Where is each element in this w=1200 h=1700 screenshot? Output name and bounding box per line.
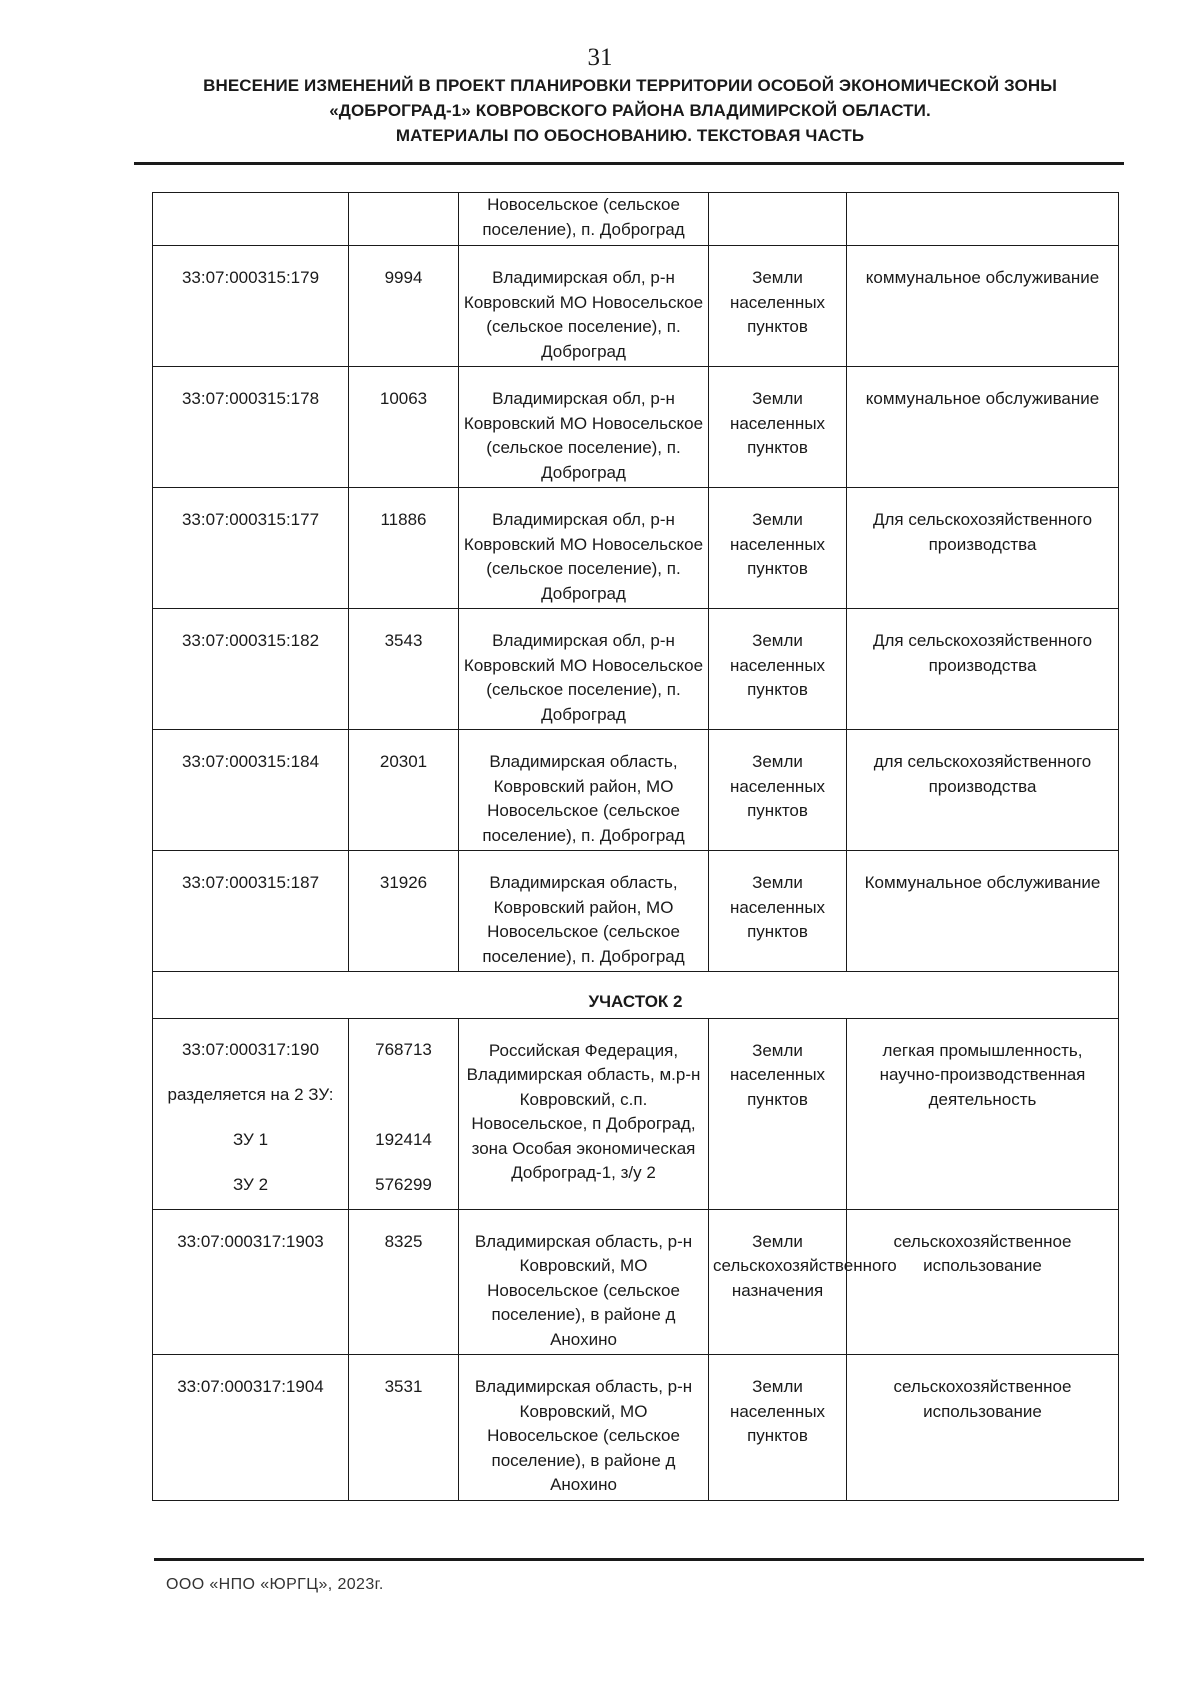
cadastral-number-cell xyxy=(153,1018,349,1209)
area-spacer xyxy=(353,1072,454,1117)
land-category-cell: Земли населенных пунктов xyxy=(709,1355,847,1501)
area-cell: 3531 xyxy=(349,1355,459,1501)
address-cell: Владимирская обл, р-н Ковровский МО Новосельское (сельское поселение), п. Доброград xyxy=(459,609,709,730)
address-cell: Владимирская обл, р-н Ковровский МО Новосельское (сельское поселение), п. Доброград xyxy=(459,367,709,488)
address-cell: Владимирская обл, р-н Ковровский МО Новосельское (сельское поселение), п. Доброград xyxy=(459,246,709,367)
table-row-continued xyxy=(153,193,1119,246)
cadastral-number-cell: 33:07:000315:187 xyxy=(153,851,349,972)
permitted-use-cell: легкая промышленность, научно-производственная деятельность xyxy=(847,1018,1119,1209)
split-part-label: ЗУ 1 xyxy=(232,1129,269,1149)
split-part-area: 192414 xyxy=(375,1129,432,1149)
table-row xyxy=(153,367,1119,488)
table-row xyxy=(153,609,1119,730)
cadastral-number: 33:07:000317:190 xyxy=(181,1039,320,1059)
land-category-cell xyxy=(709,193,847,246)
permitted-use-cell: коммунальное обслуживание xyxy=(847,246,1119,367)
permitted-use-cell: коммунальное обслуживание xyxy=(847,367,1119,488)
area-value: 768713 xyxy=(375,1039,432,1059)
cadastral-number-cell xyxy=(153,193,349,246)
footer-divider xyxy=(154,1558,1144,1561)
permitted-use-cell: Для сельскохозяйственного производства xyxy=(847,488,1119,609)
area-cell: 10063 xyxy=(349,367,459,488)
land-category-cell: Земли населенных пунктов xyxy=(709,246,847,367)
land-category-cell: Земли сельскохозяйственного назначения xyxy=(709,1209,847,1355)
table-row xyxy=(153,488,1119,609)
address-cell: Новосельское (сельское поселение), п. Доброград xyxy=(459,193,709,246)
address-cell: Владимирская область, Ковровский район, МО Новосельское (сельское поселение), п. Доброград xyxy=(459,851,709,972)
cadastral-number-cell: 33:07:000315:178 xyxy=(153,367,349,488)
title-line-1: ВНЕСЕНИЕ ИЗМЕНЕНИЙ В ПРОЕКТ ПЛАНИРОВКИ ТЕРРИТОРИИ ОСОБОЙ ЭКОНОМИЧЕСКОЙ ЗОНЫ xyxy=(203,76,1057,95)
permitted-use-cell: Коммунальное обслуживание xyxy=(847,851,1119,972)
cadastral-number-cell: 33:07:000315:177 xyxy=(153,488,349,609)
address-cell: Владимирская область, Ковровский район, МО Новосельское (сельское поселение), п. Доброград xyxy=(459,730,709,851)
cadastral-number-cell: 33:07:000315:179 xyxy=(153,246,349,367)
title-line-2: «ДОБРОГРАД-1» КОВРОВСКОГО РАЙОНА ВЛАДИМИРСКОЙ ОБЛАСТИ. xyxy=(329,101,931,120)
land-plots-table xyxy=(152,192,1119,1501)
address-cell: Владимирская область, р-н Ковровский, МО Новосельское (сельское поселение), в районе д Анохино xyxy=(459,1209,709,1355)
cadastral-number-cell: 33:07:000317:1904 xyxy=(153,1355,349,1501)
cadastral-number-cell: 33:07:000317:1903 xyxy=(153,1209,349,1355)
permitted-use-cell: сельскохозяйственное использование xyxy=(847,1355,1119,1501)
address-cell: Владимирская область, р-н Ковровский, МО Новосельское (сельское поселение), в районе д Анохино xyxy=(459,1355,709,1501)
area-cell: 9994 xyxy=(349,246,459,367)
page-number: 31 xyxy=(587,44,613,71)
permitted-use-cell xyxy=(847,193,1119,246)
land-category-cell: Земли населенных пунктов xyxy=(709,367,847,488)
table-row xyxy=(153,851,1119,972)
table-row xyxy=(153,246,1119,367)
permitted-use-cell: сельскохозяйственное использование xyxy=(847,1209,1119,1355)
land-category-cell: Земли населенных пунктов xyxy=(709,1018,847,1209)
address-cell: Владимирская обл, р-н Ковровский МО Новосельское (сельское поселение), п. Доброград xyxy=(459,488,709,609)
footer-organization: ООО «НПО «ЮРГЦ», 2023г. xyxy=(166,1576,384,1593)
area-cell: 3543 xyxy=(349,609,459,730)
land-category-cell: Земли населенных пунктов xyxy=(709,488,847,609)
area-cell: 31926 xyxy=(349,851,459,972)
address-cell: Российская Федерация, Владимирская область, м.р-н Ковровский, с.п. Новосельское, п Доброград, зона Особая экономическая Доброград-1, з/у 2 xyxy=(459,1018,709,1209)
area-cell xyxy=(349,193,459,246)
title-line-3: МАТЕРИАЛЫ ПО ОБОСНОВАНИЮ. ТЕКСТОВАЯ ЧАСТЬ xyxy=(395,126,865,145)
area-cell xyxy=(349,1018,459,1209)
permitted-use-cell: Для сельскохозяйственного производства xyxy=(847,609,1119,730)
split-part-area: 576299 xyxy=(375,1174,432,1194)
table-row xyxy=(153,730,1119,851)
section-title: УЧАСТОК 2 xyxy=(153,972,1119,1019)
cadastral-number-cell: 33:07:000315:184 xyxy=(153,730,349,851)
land-category-cell: Земли населенных пунктов xyxy=(709,851,847,972)
split-part-label: ЗУ 2 xyxy=(232,1174,269,1194)
table-row-split xyxy=(153,1018,1119,1209)
area-cell: 8325 xyxy=(349,1209,459,1355)
area-cell: 11886 xyxy=(349,488,459,609)
split-note: разделяется на 2 ЗУ: xyxy=(167,1084,334,1104)
document-title xyxy=(130,73,1130,148)
land-category-cell: Земли населенных пунктов xyxy=(709,609,847,730)
table-row xyxy=(153,1355,1119,1501)
land-category-cell: Земли населенных пунктов xyxy=(709,730,847,851)
permitted-use-cell: для сельскохозяйственного производства xyxy=(847,730,1119,851)
section-header-row xyxy=(153,972,1119,1019)
table-row xyxy=(153,1209,1119,1355)
header-divider xyxy=(134,162,1124,165)
area-cell: 20301 xyxy=(349,730,459,851)
cadastral-number-cell: 33:07:000315:182 xyxy=(153,609,349,730)
